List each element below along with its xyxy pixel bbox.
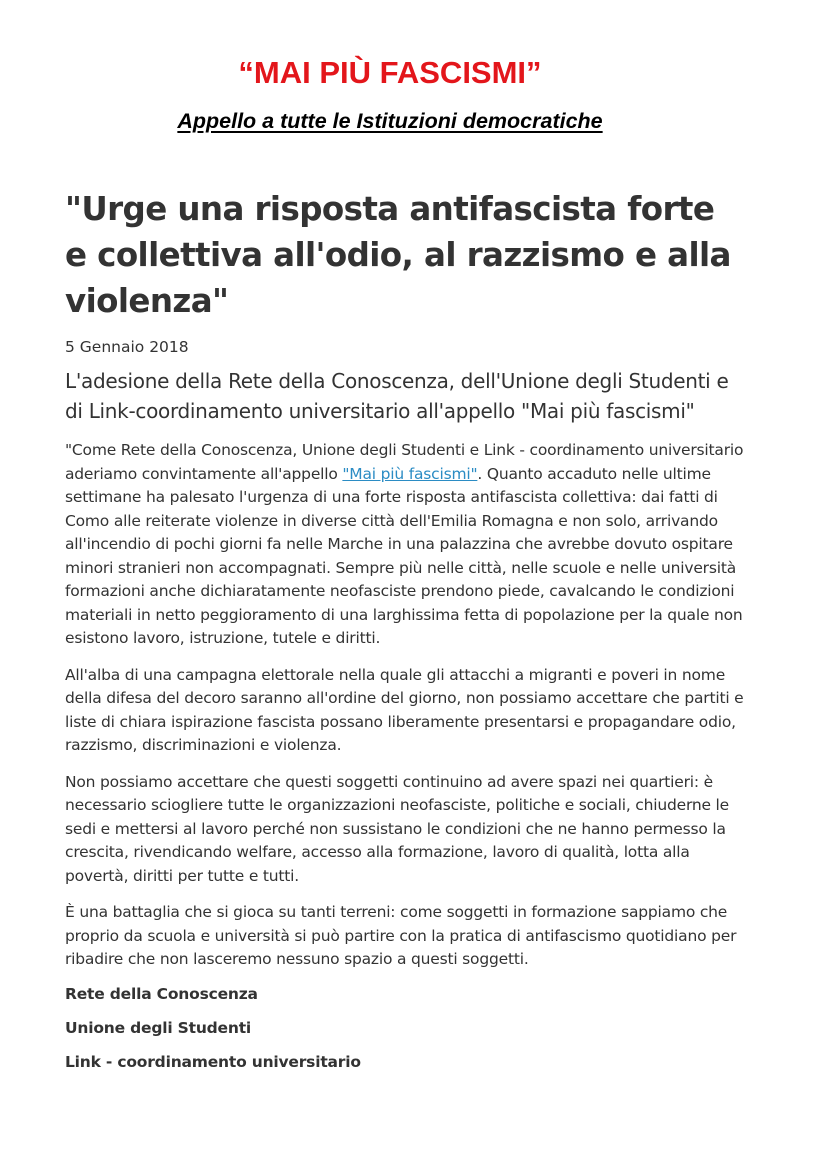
signature-unione-degli-studenti: Unione degli Studenti xyxy=(65,1018,252,1037)
article-lead: L'adesione della Rete della Conoscenza, dell'Unione degli Studenti e di Link-coordinamento universitario all'appello "Mai più fascismi" xyxy=(65,369,729,423)
paragraph-3: Non possiamo accettare che questi soggetti continuino ad avere spazi nei quartieri: è necessario sciogliere tutte le organizzazioni neofasciste, politiche e sociali, chiuderne le sedi e mettersi al lavoro perché non sussistano le condizioni che ne hanno permesso la crescita, rivendicando welfare, accesso alla formazione, lavoro di qualità, lotta alla povertà, diritti per tutte e tutti. xyxy=(65,772,729,885)
article-date: 5 Gennaio 2018 xyxy=(65,338,189,356)
paragraph-4: È una battaglia che si gioca su tanti terreni: come soggetti in formazione sappiamo che proprio da scuola e università si può partire con la pratica di antifascismo quotidiano per ribadire che non lasceremo nessuno spazio a questi soggetti. xyxy=(65,903,737,968)
paragraph-1-intro: "Come Rete della Conoscenza, Unione degli Studenti e Link - coordinamento universitario aderiamo convintamente all'appello xyxy=(65,441,744,483)
signature-rete-della-conoscenza: Rete della Conoscenza xyxy=(65,984,258,1003)
article xyxy=(65,186,745,1074)
article-headline: "Urge una risposta antifascista forte e collettiva all'odio, al razzismo e alla violenza" xyxy=(65,190,731,320)
paragraph-1 xyxy=(65,439,745,651)
signature-link-coordinamento: Link - coordinamento universitario xyxy=(65,1052,361,1071)
mai-piu-fascismi-link[interactable]: "Mai più fascismi" xyxy=(342,464,478,483)
document-title: “MAI PIÙ FASCISMI” xyxy=(238,55,542,90)
document-subtitle: Appello a tutte le Istituzioni democratiche xyxy=(177,109,603,133)
paragraph-1-body: . Quanto accaduto nelle ultime settimane ha palesato l'urgenza di una forte risposta antifascista collettiva: dai fatti di Como alle reiterate violenze in diverse città dell'Emilia Romagna e non solo, arrivando all'incendio di pochi giorni fa nelle Marche in una palazzina che avrebbe dovuto ospitare minori stranieri non accompagnati. Sempre più nelle città, nelle scuole e nelle università formazioni anche dichiaratamente neofasciste prendono piede, cavalcando le condizioni materiali in netto peggioramento di una larghissima fetta di popolazione per la quale non esistono lavoro, istruzione, tutele e diritti. xyxy=(65,464,743,647)
paragraph-2: All'alba di una campagna elettorale nella quale gli attacchi a migranti e poveri in nome della difesa del decoro saranno all'ordine del giorno, non possiamo accettare che partiti e liste di chiara ispirazione fascista possano liberamente presentarsi e propagandare odio, razzismo, discriminazioni e violenza. xyxy=(65,665,744,754)
